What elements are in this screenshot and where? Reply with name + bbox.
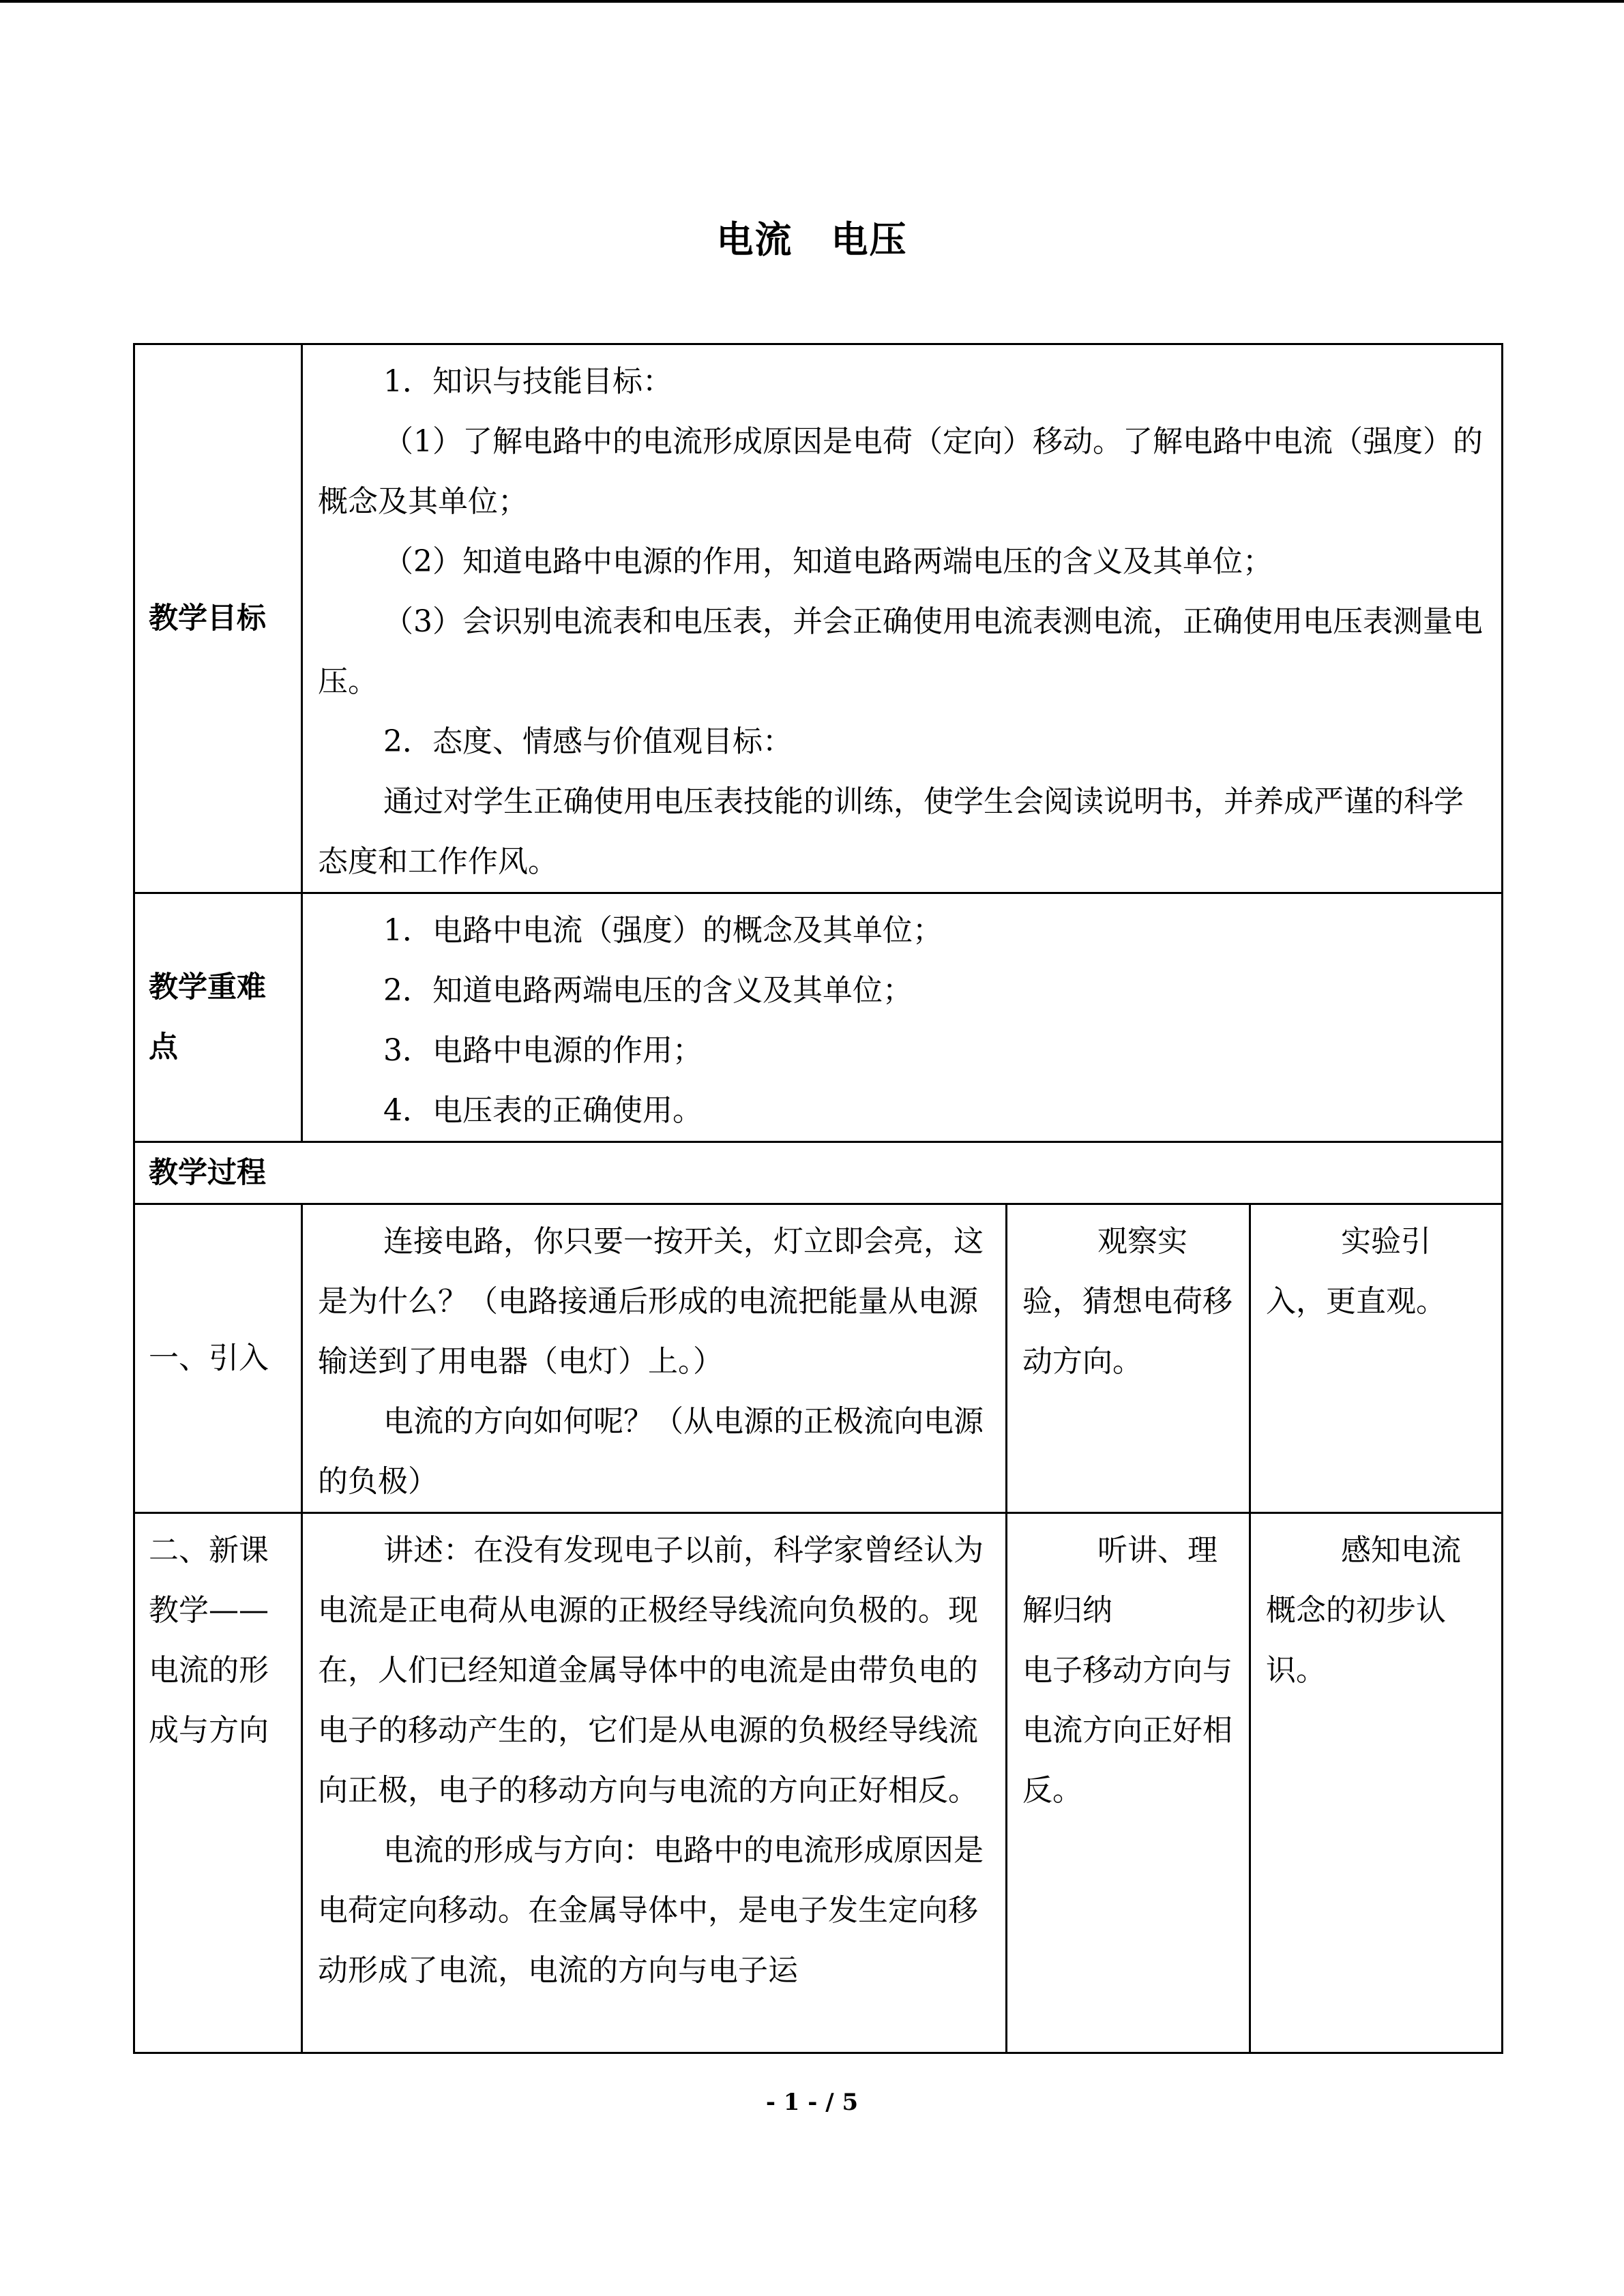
new-lesson-paragraph: 电流的形成与方向：电路中的电流形成原因是电荷定向移动。在金属导体中，是电子发生定向移动形成了电流，电流的方向与电子运 xyxy=(318,1833,984,1988)
key-points-content xyxy=(302,893,1503,1142)
process-row-intro xyxy=(134,1204,1503,1513)
process-row-new-lesson xyxy=(134,1513,1503,2053)
intro-paragraph: 连接电路，你只要一按开关，灯立即会亮，这是为什么？（电路接通后形成的电流把能量从电源输送到了用电器（电灯）上。） xyxy=(318,1224,984,1379)
goals-line: 2．态度、情感与价值观目标： xyxy=(383,724,793,759)
goals-label: 教学目标 xyxy=(134,344,302,893)
page-title: 电流 电压 xyxy=(716,218,908,261)
process-label: 教学过程 xyxy=(134,1142,1503,1204)
intro-design-intent xyxy=(1250,1204,1503,1513)
intro-student-text: 观察实验，猜想电荷移动方向。 xyxy=(1022,1224,1232,1379)
goals-line: （3）会识别电流表和电压表，并会正确使用电流表测电流，正确使用电压表测量电压。 xyxy=(318,604,1483,699)
key-points-label: 教学重难点 xyxy=(134,893,302,1142)
intro-student-activity xyxy=(1007,1204,1250,1513)
goals-line: 1．知识与技能目标： xyxy=(383,364,673,399)
new-lesson-student-activity xyxy=(1007,1513,1250,2053)
page-top-border xyxy=(0,0,1624,3)
goals-line: 通过对学生正确使用电压表技能的训练，使学生会阅读说明书，并养成严谨的科学态度和工作作风。 xyxy=(318,784,1464,879)
key-points-row xyxy=(134,893,1503,1142)
intro-content xyxy=(302,1204,1007,1513)
lesson-plan-table xyxy=(133,343,1503,2054)
new-lesson-design-intent xyxy=(1250,1513,1503,2053)
intro-paragraph: 电流的方向如何呢？（从电源的正极流向电源的负极） xyxy=(318,1404,984,1499)
stage-new-lesson: 二、新课教学——电流的形成与方向 xyxy=(134,1513,302,2053)
goals-row xyxy=(134,344,1503,893)
process-header-row xyxy=(134,1142,1503,1204)
new-lesson-intent-text: 感知电流概念的初步认识。 xyxy=(1266,1533,1461,1688)
new-lesson-student-text: 电子移动方向与电流方向正好相反。 xyxy=(1022,1653,1232,1808)
goals-line: （1）了解电路中的电流形成原因是电荷（定向）移动。了解电路中电流（强度）的概念及其单位； xyxy=(318,424,1483,519)
key-point-line: 1．电路中电流（强度）的概念及其单位； xyxy=(383,913,943,948)
goals-content xyxy=(302,344,1503,893)
key-point-line: 4．电压表的正确使用。 xyxy=(383,1093,703,1128)
goals-line: （2）知道电路中电源的作用，知道电路两端电压的含义及其单位； xyxy=(383,544,1273,579)
key-point-line: 3．电路中电源的作用； xyxy=(383,1033,703,1068)
new-lesson-content xyxy=(302,1513,1007,2053)
new-lesson-student-text: 听讲、理解归纳 xyxy=(1022,1533,1217,1628)
page-number: - 1 - / 5 xyxy=(765,2089,859,2116)
new-lesson-paragraph: 讲述：在没有发现电子以前，科学家曾经认为电流是正电荷从电源的正极经导线流向负极的。现在，人们已经知道金属导体中的电流是由带负电的电子的移动产生的，它们是从电源的负极经导线流向正极，电子的移动方向与电流的方向正好相反。 xyxy=(318,1533,984,1808)
key-point-line: 2．知道电路两端电压的含义及其单位； xyxy=(383,973,913,1008)
stage-intro: 一、引入 xyxy=(134,1204,302,1513)
intro-intent-text: 实验引入，更直观。 xyxy=(1266,1224,1446,1319)
